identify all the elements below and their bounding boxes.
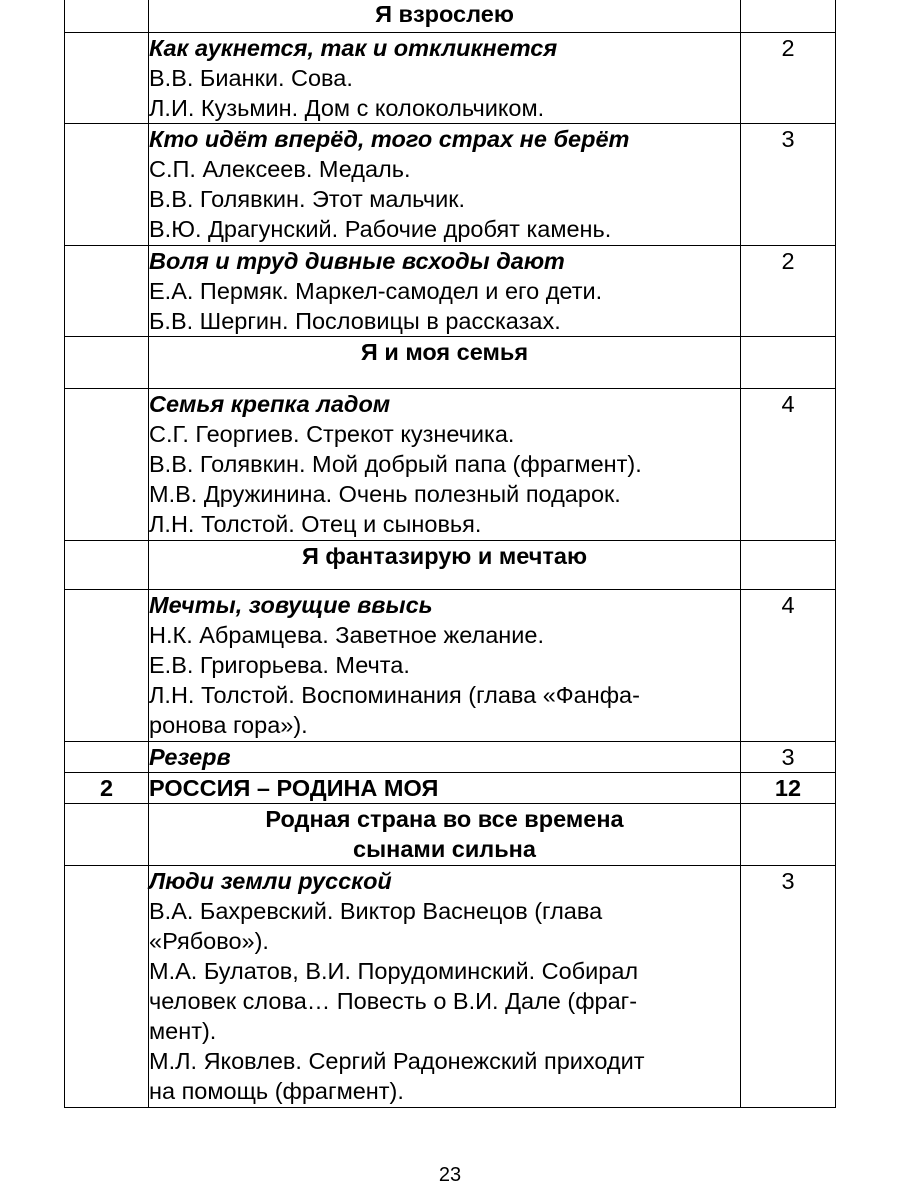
theme-content bbox=[149, 389, 741, 541]
section-row bbox=[65, 541, 836, 590]
theme-title: Воля и труд дивные всходы дают bbox=[149, 248, 565, 274]
section-row bbox=[65, 0, 836, 33]
work-line: мент). bbox=[149, 1018, 217, 1044]
theme-row bbox=[65, 246, 836, 337]
work-line: В.В. Голявкин. Этот мальчик. bbox=[149, 186, 466, 212]
theme-row bbox=[65, 124, 836, 246]
theme-title: Семья крепка ладом bbox=[149, 391, 391, 417]
number-cell bbox=[65, 866, 149, 1108]
work-line: на помощь (фрагмент). bbox=[149, 1078, 404, 1104]
number-cell bbox=[65, 389, 149, 541]
section-title: Я взрослею bbox=[149, 0, 741, 33]
work-line: «Рябово»). bbox=[149, 928, 269, 954]
work-line: Е.А. Пермяк. Маркел-самодел и его дети. bbox=[149, 278, 603, 304]
theme-row bbox=[65, 590, 836, 742]
work-line: В.В. Голявкин. Мой добрый папа (фрагмент). bbox=[149, 451, 642, 477]
section-row bbox=[65, 804, 836, 866]
work-line: Л.Н. Толстой. Отец и сыновья. bbox=[149, 511, 482, 537]
number-cell bbox=[65, 590, 149, 742]
hours-value: 4 bbox=[741, 590, 836, 742]
work-line: М.А. Булатов, В.И. Порудоминский. Собирал bbox=[149, 958, 639, 984]
hours-value: 2 bbox=[741, 246, 836, 337]
theme-content bbox=[149, 742, 741, 773]
hours-value: 2 bbox=[741, 33, 836, 124]
section-title bbox=[149, 804, 741, 866]
theme-content bbox=[149, 590, 741, 742]
work-line: В.Ю. Драгунский. Рабочие дробят камень. bbox=[149, 216, 612, 242]
work-line: М.Л. Яковлев. Сергий Радонежский приходит bbox=[149, 1048, 645, 1074]
theme-row bbox=[65, 33, 836, 124]
page-number: 23 bbox=[438, 1164, 462, 1186]
part-row bbox=[65, 773, 836, 804]
hours-cell bbox=[741, 804, 836, 866]
theme-row bbox=[65, 866, 836, 1108]
number-cell bbox=[65, 0, 149, 33]
work-line: Л.И. Кузьмин. Дом с колокольчиком. bbox=[149, 95, 545, 121]
work-line: человек слова… Повесть о В.И. Дале (фраг- bbox=[149, 988, 638, 1014]
work-line: Н.К. Абрамцева. Заветное желание. bbox=[149, 622, 544, 648]
theme-title: Кто идёт вперёд, того страх не берёт bbox=[149, 126, 630, 152]
hours-value: 4 bbox=[741, 389, 836, 541]
section-title-line: Родная страна во все времена bbox=[265, 806, 624, 832]
curriculum-table bbox=[64, 0, 836, 1108]
hours-cell bbox=[741, 337, 836, 389]
number-cell bbox=[65, 33, 149, 124]
theme-content bbox=[149, 866, 741, 1108]
theme-content bbox=[149, 246, 741, 337]
section-title-line: сынами сильна bbox=[353, 836, 536, 862]
number-cell bbox=[65, 742, 149, 773]
theme-title: Как аукнется, так и откликнется bbox=[149, 35, 558, 61]
part-hours: 12 bbox=[741, 773, 836, 804]
work-line: В.А. Бахревский. Виктор Васнецов (глава bbox=[149, 898, 603, 924]
work-line: М.В. Дружинина. Очень полезный подарок. bbox=[149, 481, 621, 507]
hours-value: 3 bbox=[741, 742, 836, 773]
number-cell bbox=[65, 246, 149, 337]
theme-title: Люди земли русской bbox=[149, 868, 392, 894]
hours-value: 3 bbox=[741, 866, 836, 1108]
section-title: Я и моя семья bbox=[149, 337, 741, 389]
work-line: С.Г. Георгиев. Стрекот кузнечика. bbox=[149, 421, 515, 447]
section-row bbox=[65, 337, 836, 389]
theme-title: Мечты, зовущие ввысь bbox=[149, 592, 433, 618]
theme-row bbox=[65, 389, 836, 541]
hours-cell bbox=[741, 541, 836, 590]
work-line: С.П. Алексеев. Медаль. bbox=[149, 156, 411, 182]
part-title: РОССИЯ – РОДИНА МОЯ bbox=[149, 773, 741, 804]
hours-value: 3 bbox=[741, 124, 836, 246]
number-cell bbox=[65, 124, 149, 246]
number-cell bbox=[65, 804, 149, 866]
reserve-title: Резерв bbox=[149, 744, 231, 770]
theme-content bbox=[149, 124, 741, 246]
part-number: 2 bbox=[65, 773, 149, 804]
reserve-row bbox=[65, 742, 836, 773]
theme-content bbox=[149, 33, 741, 124]
work-line: Л.Н. Толстой. Воспоминания (глава «Фанфа- bbox=[149, 682, 640, 708]
work-line: Б.В. Шергин. Пословицы в рассказах. bbox=[149, 308, 561, 334]
hours-cell bbox=[741, 0, 836, 33]
work-line: В.В. Бианки. Сова. bbox=[149, 65, 353, 91]
work-line: ронова гора»). bbox=[149, 712, 308, 738]
section-title: Я фантазирую и мечтаю bbox=[149, 541, 741, 590]
number-cell bbox=[65, 337, 149, 389]
work-line: Е.В. Григорьева. Мечта. bbox=[149, 652, 410, 678]
number-cell bbox=[65, 541, 149, 590]
